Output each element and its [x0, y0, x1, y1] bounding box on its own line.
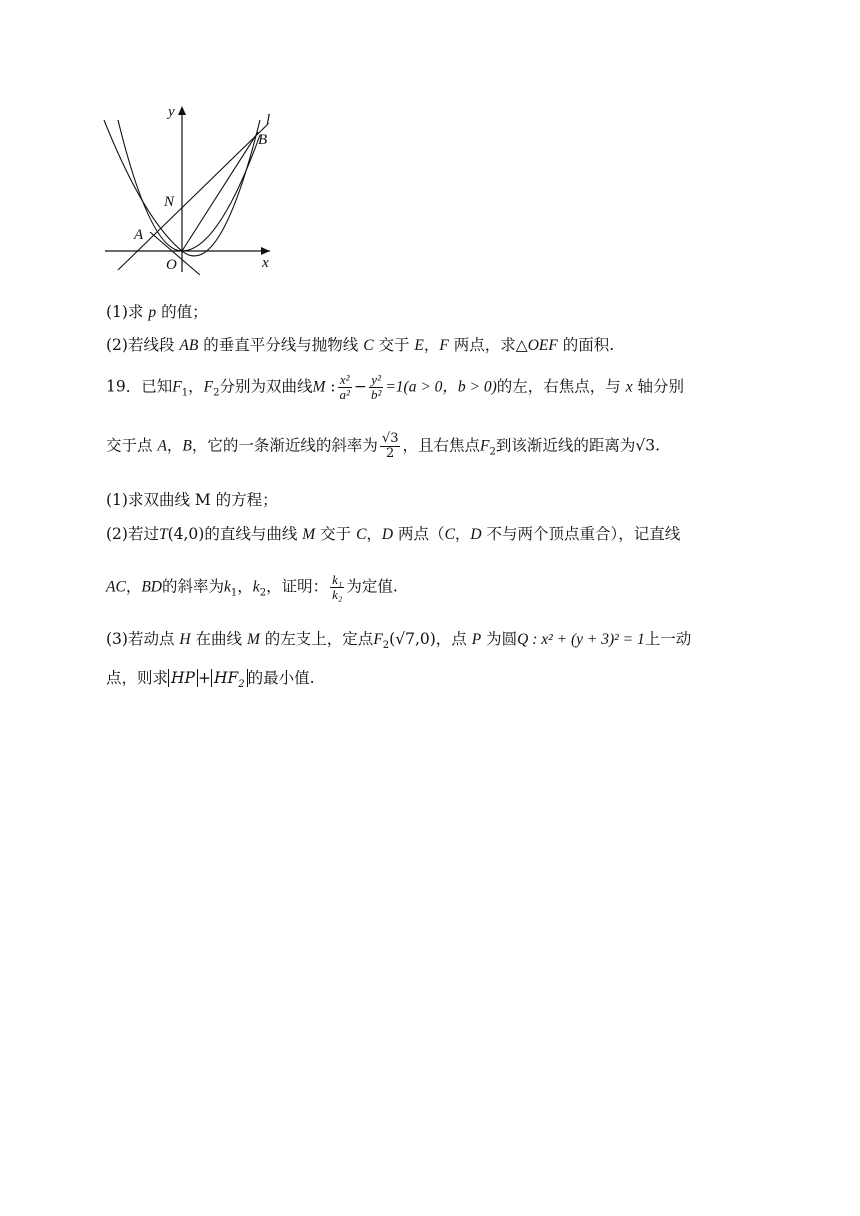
q19-part3-line2: 点，则求 HP + $HF_2$ 的最小值. — [106, 669, 315, 691]
q19-part2-line2: AC，BD的斜率为$k_1$，$k_2$，证明： $\frac{\text{k₁}}{\text{k₂}}$ 为定值. — [106, 572, 398, 602]
label-A: A — [134, 227, 144, 243]
q19-part2-line1: (2)若过T(4,0)的直线与曲线 M 交于 C，D 两点（C，D 不与两个顶点重合），记直线 — [106, 525, 681, 543]
parabola-figure — [100, 100, 280, 275]
q19-part3-line1: (3)若动点 H 在曲线 M 的左支上，定点$F_2(√7,0)$，点 P 为圆Q : x² + (y + 3)² = 1上一动 — [106, 630, 692, 652]
x-axis-arrow — [261, 247, 270, 255]
q18-part2: (2)若线段 AB 的垂直平分线与抛物线 C 交于 E，F 两点，求△OEF 的面积. — [106, 336, 615, 354]
frac-k1-k2: $\frac{\text{k₁}}{\text{k₂}}$ — [332, 572, 343, 602]
label-N: N — [164, 194, 175, 210]
label-l: l — [266, 112, 271, 128]
label-x: x — [262, 255, 269, 271]
y-axis-arrow — [178, 106, 186, 115]
segment-OB — [182, 132, 258, 251]
q19-part1: (1)求双曲线 M 的方程； — [106, 491, 278, 509]
abs-HP: HP — [168, 669, 198, 687]
frac-y2-b2: $\frac{\text{y²}}{\text{b²}}$ — [370, 372, 382, 402]
q19-line1: 19．已知$F_1$，$F_2$分别为双曲线M : $\frac{\text{x²}}{\text{a²}}$ − $\frac{\text{y²}}{\text{b²}}$ =1(a > 0，b > 0)的左，右焦点，与 x 轴分别 — [106, 372, 685, 402]
q18-part1: (1)求 p 的值； — [106, 303, 208, 321]
abs-HF2: $HF_2$ — [211, 669, 248, 687]
label-y: y — [168, 104, 175, 120]
frac-x2-a2: $\frac{\text{x²}}{\text{a²}}$ — [339, 372, 350, 402]
q19-line2: 交于点 A，B，它的一条渐近线的斜率为 $\frac{√3}{2}$ ，且右焦点$F_2$到该渐近线的距离为√3. — [106, 431, 661, 461]
label-O: O — [166, 257, 177, 273]
label-B: B — [258, 132, 268, 148]
frac-sqrt3-2: $\frac{√3}{2}$ — [381, 431, 399, 461]
